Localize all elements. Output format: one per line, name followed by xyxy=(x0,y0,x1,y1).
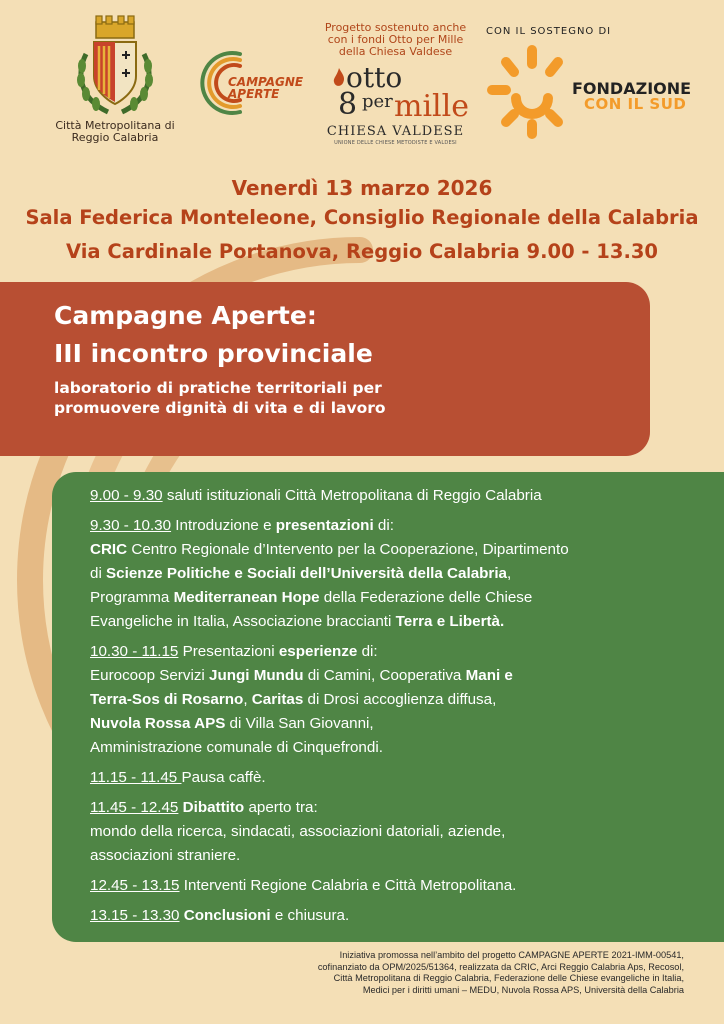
fcs-fondazione-text: FONDAZIONE xyxy=(572,79,692,98)
opm-support-text xyxy=(318,22,473,58)
title-line1: Campagne Aperte: xyxy=(54,301,317,330)
opm-brand-mark xyxy=(318,61,473,124)
subtitle xyxy=(54,378,650,418)
otto-per-mille-logo xyxy=(318,22,473,146)
sun-icon xyxy=(486,40,576,150)
campagne-line2: APERTE xyxy=(228,87,280,101)
metro-reggio-logo xyxy=(40,14,190,144)
title-banner xyxy=(0,282,650,456)
program-text-bold: Mediterranean Hope xyxy=(173,589,320,606)
fcs-support-label: CON IL SOSTEGNO DI xyxy=(486,26,612,37)
program-time: 11.15 - 11.45 xyxy=(90,769,182,786)
event-venue: Sala Federica Monteleone, Consiglio Regionale della Calabria xyxy=(25,206,699,229)
program-text: saluti istituzionali Città Metropolitana di Reggio Calabria xyxy=(162,487,542,504)
program-text: di Villa San Giovanni, xyxy=(225,715,374,732)
program-text: di Camini, Cooperativa xyxy=(303,667,466,684)
subtitle-line1: laboratorio di pratiche territoriali per xyxy=(54,379,382,397)
program-text: mondo della ricerca, sindacati, associazioni datoriali, aziende, xyxy=(90,823,506,840)
program-text: Programma xyxy=(90,589,174,606)
metro-caption-line1: Città Metropolitana di xyxy=(55,119,175,132)
fondazione-con-il-sud-logo xyxy=(486,26,696,146)
metro-caption xyxy=(40,120,190,144)
program-time: 9.30 - 10.30 xyxy=(90,517,172,534)
program-item-1 xyxy=(90,484,724,508)
flame-icon xyxy=(332,68,346,88)
program-item-4 xyxy=(90,766,724,790)
program-text: Eurocoop Servizi xyxy=(90,667,210,684)
opm-top-line1: Progetto sostenuto anche xyxy=(324,21,467,34)
program-time: 11.45 - 12.45 xyxy=(90,799,179,816)
program-item-3 xyxy=(90,640,724,760)
program-text: Evangeliche in Italia, Associazione braccianti xyxy=(90,613,396,630)
footer-credits xyxy=(264,950,684,996)
program-text: Amministrazione comunale di Cinquefrondi. xyxy=(90,739,383,756)
opm-unione: UNIONE DELLE CHIESE METODISTE E VALDESI xyxy=(334,140,457,146)
program-time: 10.30 - 11.15 xyxy=(90,643,179,660)
program-text-bold: Conclusioni xyxy=(183,907,271,924)
program-item-5 xyxy=(90,796,724,868)
program-text-bold: esperienze xyxy=(278,643,358,660)
program-text: , xyxy=(243,691,252,708)
program-text: di Drosi accoglienza diffusa, xyxy=(303,691,497,708)
program-text: , xyxy=(507,565,512,582)
fcs-con-il-sud-text: CON IL SUD xyxy=(584,95,687,113)
opm-chiesa-valdese: CHIESA VALDESE xyxy=(326,124,465,139)
footer-line4: Medici per i diritti umani – MEDU, Nuvola Rossa APS, Università della Calabria xyxy=(362,984,684,995)
footer-line2: cofinanziato da OPM/2025/51364, realizzata da CRIC, Arci Reggio Calabria Aps, Recosol, xyxy=(317,961,684,972)
footer-line3: Città Metropolitana di Reggio Calabria, Federazione delle Chiese evangeliche in Italia, xyxy=(333,973,684,983)
program-text: Centro Regionale d’Intervento per la Cooperazione, Dipartimento xyxy=(127,541,569,558)
opm-eight-text: 8 xyxy=(338,87,358,122)
program-text-bold: CRIC xyxy=(90,541,128,558)
program-text: Interventi Regione Calabria e Città Metropolitana. xyxy=(179,877,517,894)
program-text-bold: Dibattito xyxy=(182,799,245,816)
program-text: e chiusura. xyxy=(270,907,350,924)
program-text-bold: Caritas xyxy=(251,691,304,708)
program-text: Introduzione e xyxy=(171,517,276,534)
program-text: di: xyxy=(357,643,378,660)
campagne-aperte-logo xyxy=(192,48,312,118)
metro-caption-line2: Reggio Calabria xyxy=(71,131,159,144)
program-text-bold: presentazioni xyxy=(275,517,374,534)
program-item-2 xyxy=(90,514,724,634)
program-text: di xyxy=(90,565,107,582)
program-time: 13.15 - 13.30 xyxy=(90,907,180,924)
opm-mille-text: mille xyxy=(394,89,469,124)
program-time: 9.00 - 9.30 xyxy=(90,487,163,504)
program-text: Pausa caffè. xyxy=(181,769,266,786)
subtitle-line2: promuovere dignità di vita e di lavoro xyxy=(54,399,386,417)
opm-per-text: per xyxy=(362,91,393,112)
program-text: aperto tra: xyxy=(244,799,318,816)
event-address-time: Via Cardinale Portanova, Reggio Calabria 9.00 - 13.30 xyxy=(66,240,658,263)
program-item-7 xyxy=(90,904,724,928)
program-time: 12.45 - 13.15 xyxy=(90,877,180,894)
program-panel xyxy=(52,472,724,942)
program-text-bold: Jungi Mundu xyxy=(209,667,304,684)
program-text-bold: Nuvola Rossa APS xyxy=(90,715,226,732)
program-text: Presentazioni xyxy=(178,643,279,660)
event-date: Venerdì 13 marzo 2026 xyxy=(231,176,493,200)
opm-otto-text: otto xyxy=(346,61,403,94)
program-item-6 xyxy=(90,874,724,898)
program-text-bold: Terra-Sos di Rosarno xyxy=(90,691,244,708)
coat-of-arms-icon xyxy=(72,14,158,118)
program-text: di: xyxy=(373,517,394,534)
program-text-bold: Mani e xyxy=(465,667,513,684)
opm-top-line2: con i fondi Otto per Mille xyxy=(327,33,464,46)
program-text-bold: Scienze Politiche e Sociali dell’Università della Calabria xyxy=(106,565,507,582)
footer-line1: Iniziativa promossa nell’ambito del progetto CAMPAGNE APERTE 2021-IMM-00541, xyxy=(339,950,684,960)
opm-top-line3: della Chiesa Valdese xyxy=(338,45,453,58)
program-text: della Federazione delle Chiese xyxy=(319,589,533,606)
campagne-text xyxy=(228,76,303,100)
campagne-line1: CAMPAGNE xyxy=(228,75,304,89)
program-text: associazioni straniere. xyxy=(90,847,241,864)
title-line2: III incontro provinciale xyxy=(54,339,373,368)
program-text-bold: Terra e Libertà. xyxy=(395,613,505,630)
